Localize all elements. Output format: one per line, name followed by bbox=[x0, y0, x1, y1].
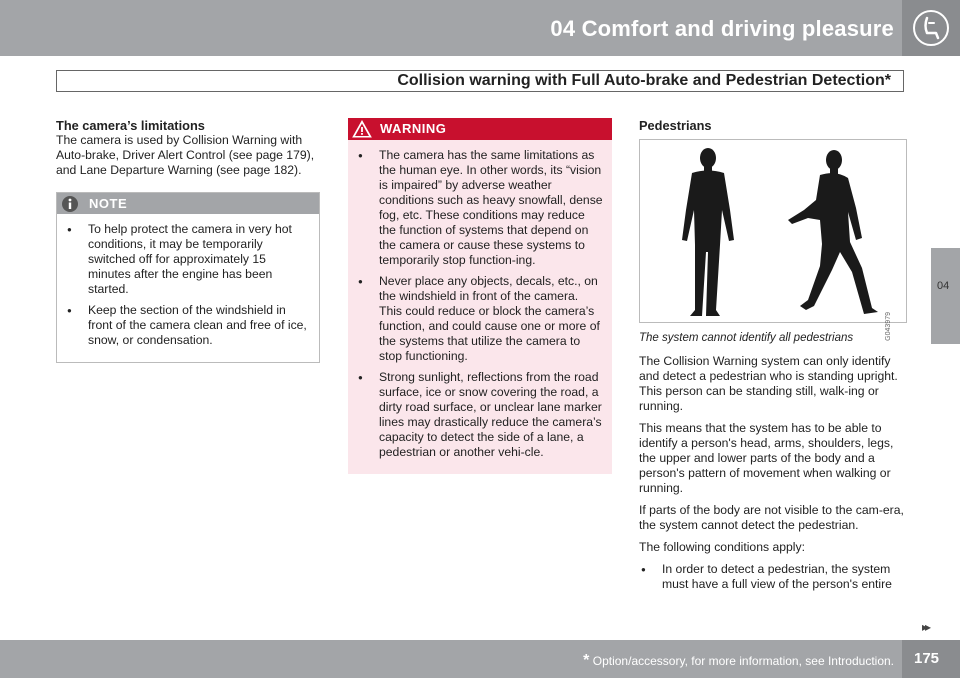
pedestrians-paragraph: If parts of the body are not visible to the cam-era, the system cannot detect the pedestrian. bbox=[639, 503, 904, 532]
pedestrians-heading: Pedestrians bbox=[639, 118, 712, 133]
warning-label: WARNING bbox=[380, 121, 447, 136]
footnote-text: Option/accessory, for more information, see Introduction. bbox=[592, 654, 894, 668]
warning-triangle-icon bbox=[352, 120, 372, 141]
continue-arrows: ▸▸ bbox=[922, 620, 929, 634]
section-title: Collision warning with Full Auto-brake and Pedestrian Detection* bbox=[397, 72, 891, 89]
page-footer bbox=[0, 640, 960, 678]
conditions-item: ● In order to detect a pedestrian, the system must have a full view of the person's entire bbox=[641, 562, 907, 592]
seat-icon bbox=[912, 9, 950, 47]
note-label: NOTE bbox=[89, 196, 128, 211]
page-number: 175 bbox=[914, 650, 940, 667]
chapter-header bbox=[0, 0, 960, 56]
camera-limitations-intro: The camera is used by Collision Warning with Auto-brake, Driver Alert Control (see page 179), and Lane Departure Warning (see page 182). bbox=[56, 133, 315, 177]
chapter-side-tab-label: 04 bbox=[937, 280, 950, 292]
column-3 bbox=[639, 118, 907, 598]
footnote bbox=[583, 652, 894, 670]
info-icon bbox=[61, 195, 79, 216]
warning-list bbox=[348, 140, 612, 474]
conditions-list bbox=[639, 562, 907, 592]
standing-pedestrian-silhouette bbox=[682, 148, 734, 316]
pedestrians-paragraph: This means that the system has to be able to identify a person's head, arms, shoulders, legs, the upper and lower parts of the body and a person's pattern of movement when walking or running. bbox=[639, 421, 894, 495]
pedestrians-paragraph: The Collision Warning system can only identify and detect a pedestrian who is standing upright. This person can be standing still, walk-ing or running. bbox=[639, 354, 898, 413]
chapter-icon-box bbox=[902, 0, 960, 56]
note-box bbox=[56, 192, 320, 363]
column-1 bbox=[56, 118, 320, 363]
warning-item: ● The camera has the same limitations as the human eye. In other words, its “vision is impaired” by adverse weather conditions such as heavy snowfall, dense fog, etc. These conditions may reduce the function of systems that depend on the camera or cause these systems to temporarily stop function-ing. bbox=[358, 148, 604, 268]
warning-header bbox=[348, 118, 612, 140]
walking-pedestrian-silhouette bbox=[788, 150, 878, 314]
warning-item: ● Strong sunlight, reflections from the road surface, ice or snow covering the road, a dirty road surface, or unclear lane marker lines may drastically reduce the camera’s capacity to detect the side of a lane, a pedestrian or another vehi-cle. bbox=[358, 370, 604, 460]
page-number-box bbox=[902, 640, 960, 678]
image-code: G043979 bbox=[885, 312, 892, 341]
column-2 bbox=[348, 118, 612, 474]
image-caption: The system cannot identify all pedestrians bbox=[639, 332, 854, 344]
footnote-star: * bbox=[583, 652, 590, 669]
camera-limitations-heading: The camera’s limitations bbox=[56, 118, 205, 133]
note-header bbox=[57, 193, 319, 214]
warning-item: ● Never place any objects, decals, etc., on the windshield in front of the camera. This could reduce or block the camera’s function, and could cause one or more of the systems that utilize the camera to stop functioning. bbox=[358, 274, 604, 364]
warning-box bbox=[348, 118, 612, 474]
chapter-title: 04 Comfort and driving pleasure bbox=[550, 16, 894, 41]
note-item: ● Keep the section of the windshield in front of the camera clean and free of ice, snow, or condensation. bbox=[67, 303, 311, 348]
section-title-bar bbox=[56, 70, 904, 92]
note-list bbox=[57, 214, 319, 362]
pedestrians-paragraph: The following conditions apply: bbox=[639, 540, 805, 554]
note-item: ● To help protect the camera in very hot conditions, it may be temporarily switched off for approximately 15 minutes after the engine has been started. bbox=[67, 222, 311, 297]
chapter-side-tab bbox=[931, 248, 960, 344]
